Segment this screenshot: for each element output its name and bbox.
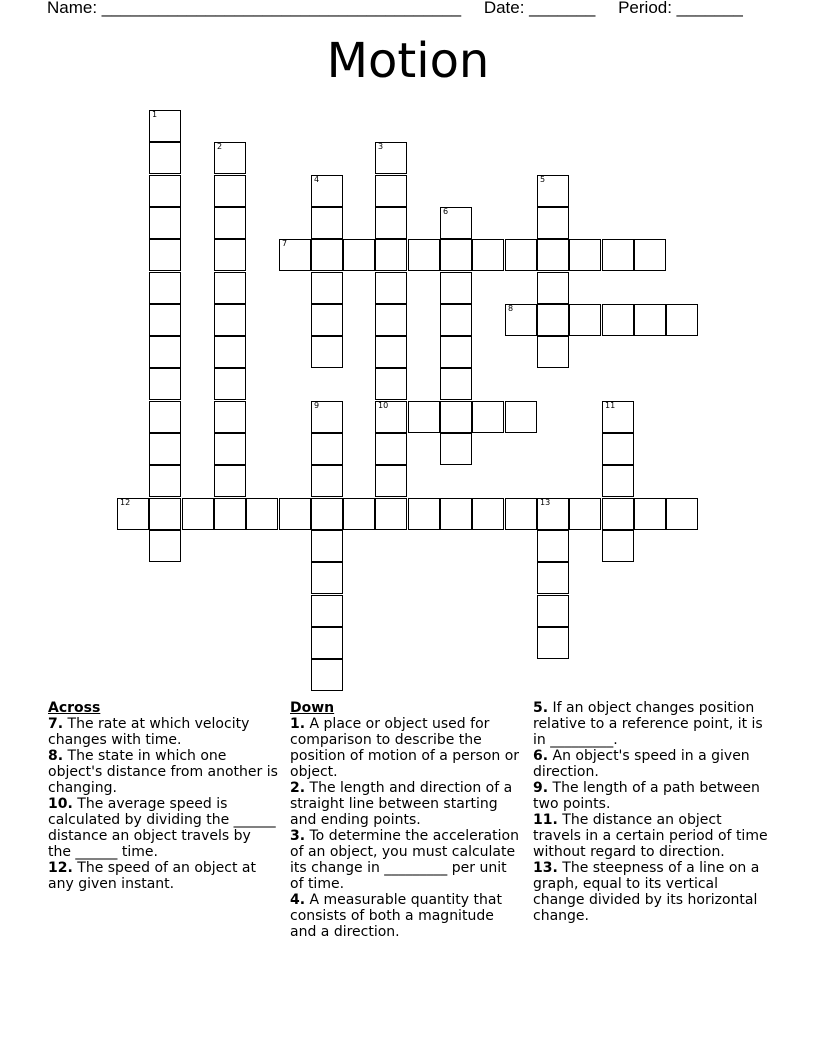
across-clues-column — [48, 700, 278, 892]
grid-cell[interactable] — [343, 498, 375, 530]
clue-number-label: 13 — [540, 498, 551, 507]
grid-cell[interactable] — [666, 498, 698, 530]
grid-cell[interactable] — [634, 239, 666, 271]
grid-cell[interactable] — [602, 433, 634, 465]
clue-text: A measurable quantity that consists of both a magnitude and a direction. — [290, 892, 502, 940]
grid-cell[interactable] — [666, 304, 698, 336]
clue-number-label: 1 — [152, 110, 158, 119]
grid-cell[interactable] — [505, 401, 537, 433]
clue-number: 2. — [290, 780, 306, 796]
clue-text: The length and direction of a straight line between starting and ending points. — [290, 780, 513, 828]
grid-cell[interactable] — [375, 498, 407, 530]
clue-item — [48, 716, 278, 748]
clue-number-label: 3 — [378, 142, 384, 151]
grid-cell[interactable] — [375, 272, 407, 304]
grid-cell[interactable] — [602, 239, 634, 271]
grid-cell[interactable] — [149, 207, 181, 239]
grid-cell[interactable] — [602, 530, 634, 562]
clue-number-label: 7 — [282, 239, 288, 248]
grid-cell[interactable] — [602, 304, 634, 336]
clue-text: The rate at which velocity changes with time. — [48, 716, 250, 748]
grid-cell[interactable] — [537, 627, 569, 659]
clue-text: An object's speed in a given direction. — [533, 748, 750, 780]
grid-cell[interactable] — [375, 175, 407, 207]
clue-item — [533, 812, 773, 860]
grid-cell[interactable] — [214, 142, 246, 174]
grid-cell[interactable] — [440, 498, 472, 530]
grid-cell[interactable] — [149, 272, 181, 304]
grid-cell[interactable] — [311, 627, 343, 659]
clue-text: A place or object used for comparison to describe the position of motion of a person or object. — [290, 716, 520, 780]
clue-number: 12. — [48, 860, 73, 876]
clue-text: If an object changes position relative to a reference point, it is in _________. — [533, 700, 763, 748]
grid-cell[interactable] — [569, 304, 601, 336]
grid-cell[interactable] — [408, 239, 440, 271]
clue-item — [290, 780, 522, 828]
grid-cell[interactable] — [440, 304, 472, 336]
grid-cell[interactable] — [505, 498, 537, 530]
grid-cell[interactable] — [311, 207, 343, 239]
clue-number-label: 11 — [605, 401, 616, 410]
clue-number-label: 9 — [314, 401, 320, 410]
grid-cell[interactable] — [214, 401, 246, 433]
grid-cell[interactable] — [214, 465, 246, 497]
grid-cell[interactable] — [311, 659, 343, 691]
clue-item — [48, 748, 278, 796]
grid-cell[interactable] — [537, 498, 569, 530]
clue-text: The average speed is calculated by dividing the ______ distance an object travels by the ______ time. — [48, 796, 276, 860]
grid-cell[interactable] — [375, 433, 407, 465]
grid-cell[interactable] — [214, 368, 246, 400]
grid-cell[interactable] — [149, 336, 181, 368]
grid-cell[interactable] — [149, 175, 181, 207]
grid-cell[interactable] — [569, 239, 601, 271]
grid-cell[interactable] — [375, 239, 407, 271]
clue-number: 3. — [290, 828, 306, 844]
grid-cell[interactable] — [214, 336, 246, 368]
clue-number-label: 2 — [217, 142, 223, 151]
grid-cell[interactable] — [602, 498, 634, 530]
grid-cell[interactable] — [149, 110, 181, 142]
grid-cell[interactable] — [375, 465, 407, 497]
date-field[interactable]: Date: _______ — [483, 0, 596, 17]
grid-cell[interactable] — [149, 142, 181, 174]
grid-cell[interactable] — [505, 304, 537, 336]
grid-cell[interactable] — [375, 368, 407, 400]
clue-item — [48, 860, 278, 892]
clue-item — [533, 860, 773, 924]
grid-cell[interactable] — [214, 498, 246, 530]
clue-number: 10. — [48, 796, 73, 812]
grid-cell[interactable] — [311, 433, 343, 465]
grid-cell[interactable] — [311, 336, 343, 368]
clue-number: 6. — [533, 748, 549, 764]
grid-cell[interactable] — [343, 239, 375, 271]
grid-cell[interactable] — [602, 465, 634, 497]
grid-cell[interactable] — [375, 207, 407, 239]
clue-number: 11. — [533, 812, 558, 828]
grid-cell[interactable] — [311, 175, 343, 207]
grid-cell[interactable] — [279, 498, 311, 530]
clue-text: The distance an object travels in a certain period of time without regard to direction. — [533, 812, 768, 860]
grid-cell[interactable] — [537, 239, 569, 271]
grid-cell[interactable] — [408, 498, 440, 530]
clue-item — [533, 748, 773, 780]
grid-cell[interactable] — [149, 433, 181, 465]
grid-cell[interactable] — [472, 498, 504, 530]
grid-cell[interactable] — [117, 498, 149, 530]
clue-item — [533, 700, 773, 748]
grid-cell[interactable] — [214, 433, 246, 465]
grid-cell[interactable] — [375, 142, 407, 174]
grid-cell[interactable] — [375, 304, 407, 336]
clue-number: 5. — [533, 700, 549, 716]
grid-cell[interactable] — [149, 239, 181, 271]
clue-number-label: 10 — [378, 401, 389, 410]
grid-cell[interactable] — [440, 272, 472, 304]
grid-cell[interactable] — [634, 304, 666, 336]
clue-item — [48, 796, 278, 860]
grid-cell[interactable] — [214, 239, 246, 271]
clue-text: The state in which one object's distance from another is changing. — [48, 748, 278, 796]
grid-cell[interactable] — [537, 336, 569, 368]
grid-cell[interactable] — [279, 239, 311, 271]
down-heading: Down — [290, 700, 335, 716]
grid-cell[interactable] — [182, 498, 214, 530]
clue-number: 13. — [533, 860, 558, 876]
grid-cell[interactable] — [311, 562, 343, 594]
grid-cell[interactable] — [537, 304, 569, 336]
period-field[interactable]: Period: _______ — [618, 0, 743, 17]
grid-cell[interactable] — [246, 498, 278, 530]
grid-cell[interactable] — [505, 239, 537, 271]
grid-cell[interactable] — [440, 401, 472, 433]
down-clues-column-continued — [533, 700, 773, 924]
grid-cell[interactable] — [311, 272, 343, 304]
grid-cell[interactable] — [537, 562, 569, 594]
clue-text: The steepness of a line on a graph, equal to its vertical change divided by its horizontal change. — [533, 860, 760, 924]
down-clues-column — [290, 700, 522, 940]
page-title: Motion — [326, 33, 490, 89]
grid-cell[interactable] — [472, 239, 504, 271]
down-clue-list-continued — [533, 700, 773, 924]
grid-cell[interactable] — [149, 498, 181, 530]
grid-cell[interactable] — [214, 272, 246, 304]
grid-cell[interactable] — [440, 336, 472, 368]
grid-cell[interactable] — [440, 433, 472, 465]
grid-cell[interactable] — [634, 498, 666, 530]
grid-cell[interactable] — [311, 304, 343, 336]
grid-cell[interactable] — [375, 401, 407, 433]
clue-item — [290, 828, 522, 892]
grid-cell[interactable] — [537, 272, 569, 304]
grid-cell[interactable] — [149, 368, 181, 400]
clue-number: 7. — [48, 716, 64, 732]
clue-number-label: 6 — [443, 207, 449, 216]
grid-cell[interactable] — [440, 239, 472, 271]
grid-cell[interactable] — [440, 368, 472, 400]
grid-cell[interactable] — [311, 239, 343, 271]
grid-cell[interactable] — [311, 498, 343, 530]
grid-cell[interactable] — [375, 336, 407, 368]
clue-number-label: 12 — [120, 498, 131, 507]
clue-number: 1. — [290, 716, 306, 732]
clue-item — [533, 780, 773, 812]
name-field[interactable]: Name: ______________________________________ — [47, 0, 462, 17]
grid-cell[interactable] — [149, 304, 181, 336]
clue-number-label: 5 — [540, 175, 546, 184]
grid-cell[interactable] — [602, 401, 634, 433]
clue-text: The length of a path between two points. — [533, 780, 760, 812]
grid-cell[interactable] — [537, 595, 569, 627]
grid-cell[interactable] — [472, 401, 504, 433]
across-heading: Across — [48, 700, 101, 716]
grid-cell[interactable] — [214, 175, 246, 207]
grid-cell[interactable] — [311, 530, 343, 562]
grid-cell[interactable] — [214, 304, 246, 336]
clue-number: 4. — [290, 892, 306, 908]
clue-number: 9. — [533, 780, 549, 796]
clue-item — [290, 892, 522, 940]
clue-number-label: 8 — [508, 304, 514, 313]
grid-cell[interactable] — [537, 530, 569, 562]
grid-cell[interactable] — [149, 530, 181, 562]
grid-cell[interactable] — [149, 465, 181, 497]
grid-cell[interactable] — [149, 401, 181, 433]
grid-cell[interactable] — [311, 595, 343, 627]
clue-number: 8. — [48, 748, 64, 764]
grid-cell[interactable] — [311, 465, 343, 497]
grid-cell[interactable] — [440, 207, 472, 239]
clue-number-label: 4 — [314, 175, 320, 184]
clue-item — [290, 716, 522, 780]
grid-cell[interactable] — [537, 207, 569, 239]
clue-text: The speed of an object at any given instant. — [48, 860, 257, 892]
grid-cell[interactable] — [214, 207, 246, 239]
clue-text: To determine the acceleration of an object, you must calculate its change in _________ per unit of time. — [290, 828, 519, 892]
grid-cell[interactable] — [408, 401, 440, 433]
grid-cell[interactable] — [311, 401, 343, 433]
grid-cell[interactable] — [569, 498, 601, 530]
grid-cell[interactable] — [537, 175, 569, 207]
down-clue-list — [290, 716, 522, 940]
across-clue-list — [48, 716, 278, 892]
